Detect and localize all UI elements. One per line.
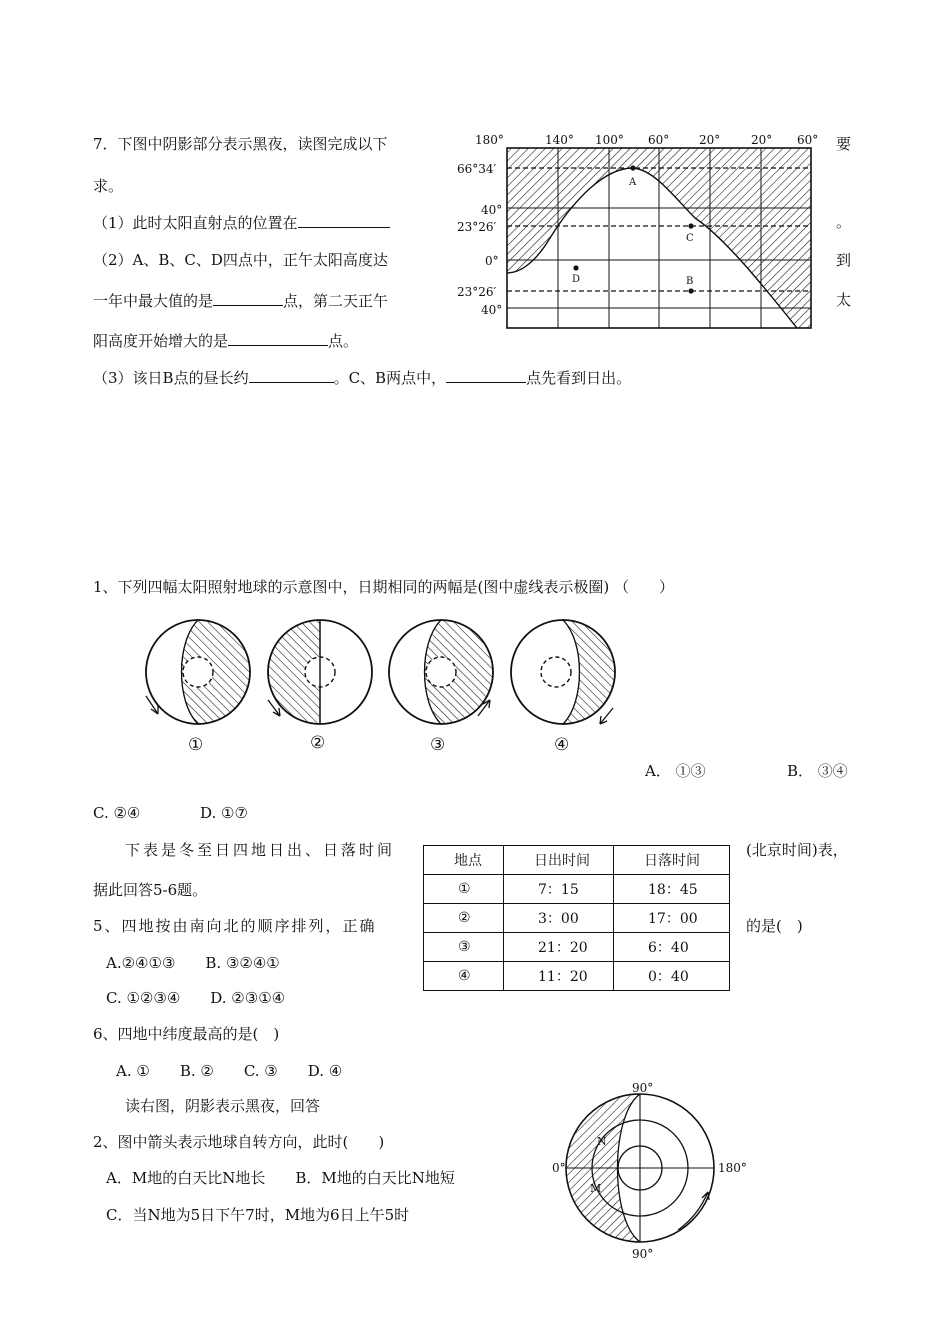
earth-figure-3 [389,620,493,755]
q5-options-2[interactable]: C. ①②③④ D. ②③①④ [106,989,286,1007]
point-label: D [572,274,581,285]
q7-sub2-line2-right: 太 [836,291,852,309]
table-header-cell: 日落时间 [614,846,730,875]
q7-sub2-text-c: 阳高度开始增大的是 [93,332,229,350]
table-cell: ② [424,904,504,933]
answer-blank[interactable] [213,290,283,306]
q7-sub3-text-c: 点先看到日出。 [526,369,632,387]
sunrise-sunset-table [423,845,730,991]
answer-blank[interactable] [228,330,328,346]
table-cell: ③ [424,933,504,962]
polar-view-figure [552,1080,780,1262]
lon-label: 20° [699,133,721,147]
lat-label: 66°34′ [457,162,497,176]
table-header-cell: 日出时间 [504,846,614,875]
q7-sub1-end: 。 [836,213,852,231]
q5-stem-right: 的是( ) [746,917,803,935]
point-label: B [686,276,694,287]
q1-stem: 1、下列四幅太阳照射地球的示意图中，日期相同的两幅是(图中虚线表示极圈) （ ） [93,578,675,596]
figure-label: ① [188,735,204,755]
table-cell: 21：20 [504,933,614,962]
earth-figure-2 [268,620,372,753]
lon-label: 60° [797,133,819,147]
q2-stem: 2、图中箭头表示地球自转方向，此时( ) [93,1133,385,1151]
figure-label: ④ [554,735,570,755]
polar-label-right: 180° [718,1161,747,1175]
q7-stem-line1: 7．下图中阴影部分表示黑夜，读图完成以下 [93,135,388,153]
lon-label: 100° [595,133,624,147]
lon-label: 180° [475,133,504,147]
point-b-marker [688,288,693,293]
point-n-label: N [597,1135,607,1148]
answer-blank[interactable] [446,367,526,383]
lon-label: 140° [545,133,574,147]
table-header-row [424,846,730,875]
lat-label: 23°26′ [457,220,497,234]
q2-option-ab[interactable]: A．M地的白天比N地长 B．M地的白天比N地短 [106,1169,455,1187]
q7-sub2-text-a: 一年中最大值的是 [93,292,214,310]
table-intro-line2: 据此回答5-6题。 [93,881,208,899]
lat-label: 40° [481,303,503,317]
q7-sub2-text-d: 点。 [328,332,359,350]
table-intro-line1: 下表是冬至日四地日出、日落时间 [125,841,396,859]
q6-options[interactable]: A. ① B. ② C. ③ D. ④ [116,1062,343,1080]
table-cell: 11：20 [504,962,614,991]
point-a-marker [630,165,635,170]
q7-sub2-line1: （2）A、B、C、D四点中，正午太阳高度达 [93,251,388,269]
answer-blank[interactable] [298,212,390,228]
table-cell: 0：40 [614,962,730,991]
q7-sub2-text-b: 点，第二天正午 [283,292,389,310]
point-d-marker [573,265,578,270]
table-intro-line1-right: (北京时间)表， [746,841,848,859]
q2-intro: 读右图，阴影表示黑夜，回答 [125,1097,321,1115]
q7-sub1-label: （1）此时太阳直射点的位置在 [93,214,298,232]
earth-illumination-figures [138,612,628,757]
q5-options-1[interactable]: A.②④①③ B. ③②④① [106,954,280,972]
table-cell: 17：00 [614,904,730,933]
q7-sub2-line2 [93,290,388,311]
lon-label: 60° [648,133,670,147]
table-cell: 7：15 [504,875,614,904]
day-night-map-figure [455,128,825,333]
q7-sub3-text-a: （3）该日B点的昼长约 [93,369,249,387]
polar-label-bottom: 90° [632,1247,654,1261]
table-cell: ① [424,875,504,904]
figure-label: ② [310,733,326,753]
table-cell: 6：40 [614,933,730,962]
answer-blank[interactable] [249,367,334,383]
q7-stem-line1-right: 要 [836,135,852,153]
q1-option-d[interactable]: D. ①⑦ [200,804,248,822]
q1-option-a[interactable]: A． ①③ [645,762,706,780]
table-row [424,875,730,904]
lat-label: 23°26′ [457,285,497,299]
table-cell: 18：45 [614,875,730,904]
point-m-label: M [590,1182,602,1195]
table-header-cell: 地点 [424,846,504,875]
q2-option-c[interactable]: C．当N地为5日下午7时，M地为6日上午5时 [106,1206,410,1224]
q7-sub3-text-b: 。C、B两点中， [333,369,447,387]
figure-label: ③ [430,735,446,755]
point-label: C [686,233,694,244]
table-row [424,904,730,933]
lat-label: 40° [481,203,503,217]
lon-label: 20° [751,133,773,147]
polar-label-left: 0° [552,1161,566,1175]
q7-sub2-line1-right: 到 [836,251,852,269]
table-row [424,933,730,962]
q7-sub3 [93,367,631,388]
lat-label: 0° [485,254,499,268]
q5-stem: 5、四地按由南向北的顺序排列，正确 [93,917,377,935]
q7-stem-line2: 求。 [93,177,124,195]
q1-option-c[interactable]: C. ②④ [93,804,141,822]
point-c-marker [688,223,693,228]
q7-sub1 [93,212,390,233]
q1-option-b[interactable]: B． ③④ [787,762,848,780]
table-row [424,962,730,991]
earth-figure-4 [511,620,615,755]
earth-figure-1 [146,620,250,755]
table-cell: ④ [424,962,504,991]
q7-sub2-line3 [93,330,358,351]
table-cell: 3：00 [504,904,614,933]
polar-label-top: 90° [632,1081,654,1095]
point-label: A [629,177,637,188]
q6-stem: 6、四地中纬度最高的是( ) [93,1025,280,1043]
